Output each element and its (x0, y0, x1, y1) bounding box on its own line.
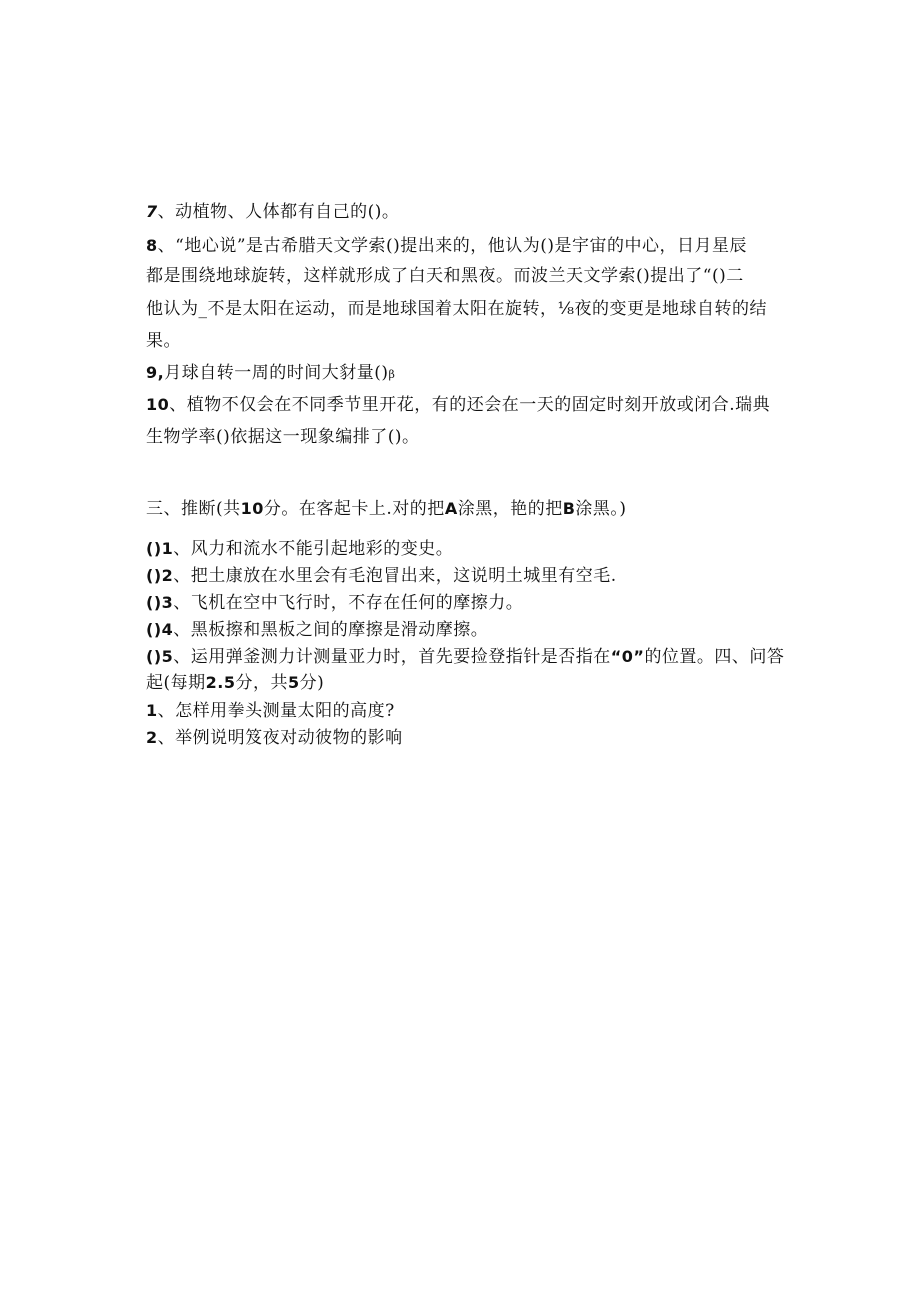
question-text: 都是围绕地球旋转，这样就形成了白天和黑夜。而波兰天文学索()提出了“()二 (146, 266, 744, 286)
item-text: 的位置。四、问答 (644, 647, 785, 667)
item-number: ()2 (146, 566, 174, 585)
question-text: 果。 (146, 331, 181, 351)
item-text: 、把土康放在水里会有毛泡冒出来，这说明土城里有空毛. (173, 566, 617, 586)
question-10-line-2 (146, 426, 806, 448)
answer-question-1 (146, 700, 806, 722)
item-number: ()3 (146, 593, 174, 612)
question-text: 、举例说明笈夜对动彼物的影响 (157, 728, 403, 748)
item-text: 、黑板擦和黑板之间的摩擦是滑动摩擦。 (173, 620, 489, 640)
question-7 (146, 201, 806, 223)
section-3-heading (146, 498, 806, 520)
judge-item-3 (146, 592, 806, 614)
question-number: 7 (146, 202, 158, 221)
heading-option-b: B (562, 499, 576, 518)
question-8-line-3 (146, 298, 806, 320)
question-number: 1 (146, 701, 158, 720)
heading-text: 分。在客起卡上.对的把 (263, 499, 445, 519)
heading-text: 涂黑，艳的把 (457, 499, 563, 519)
question-text: 、植物不仅会在不同季节里开花，有的还会在一天的固定时刻开放或闭合.瑞典 (169, 395, 771, 415)
question-text: 他认为_不是太阳在运动，而是地球国着太阳在旋转，⅛夜的变更是地球自转的结 (146, 299, 767, 319)
heading-text: 起(每期 (146, 673, 206, 693)
question-number: 2 (146, 728, 158, 747)
judge-item-5 (146, 646, 806, 668)
judge-item-1 (146, 538, 806, 560)
judge-item-2 (146, 565, 806, 587)
heading-option-a: A (444, 499, 458, 518)
question-number: 9, (146, 363, 165, 382)
item-text: 、运用弹釜测力计测量亚力时，首先要捡登指针是否指在 (173, 647, 611, 667)
heading-total: 5 (287, 673, 300, 692)
question-10-line-1 (146, 394, 806, 416)
heading-text: 涂黑。) (575, 499, 627, 519)
heading-score: 10 (240, 499, 264, 518)
question-8-line-2 (146, 265, 806, 287)
question-text: 月球自转一周的时间大豺量() (164, 363, 389, 383)
question-8-line-4 (146, 330, 806, 352)
question-text: 、怎样用拳头测量太阳的高度? (157, 701, 395, 721)
heading-text: 三、推断(共 (146, 499, 241, 519)
question-suffix: β (388, 368, 396, 381)
judge-item-4 (146, 619, 806, 641)
heading-text: 分，共 (235, 673, 288, 693)
heading-text: 分) (299, 673, 325, 693)
item-text: 、风力和流水不能引起地彩的变史。 (173, 539, 454, 559)
question-number: 8 (146, 236, 158, 255)
section-4-heading (146, 672, 806, 694)
item-number: ()4 (146, 620, 174, 639)
question-9 (146, 362, 806, 386)
item-number: ()1 (146, 539, 174, 558)
answer-question-2 (146, 727, 806, 749)
item-text: 、飞机在空中飞行时，不存在任何的摩擦力。 (173, 593, 524, 613)
question-number: 10 (146, 395, 170, 414)
question-text: 、“地心说”是古希腊天文学索()提出来的，他认为()是宇宙的中心，日月星辰 (157, 236, 748, 256)
item-quote: “0” (610, 647, 645, 666)
item-number: ()5 (146, 647, 174, 666)
question-text: 、动植物、人体都有自己的()。 (157, 202, 400, 222)
question-8-line-1 (146, 235, 806, 257)
heading-score: 2.5 (205, 673, 236, 692)
question-text: 生物学率()依据这一现象编排了()。 (146, 427, 420, 447)
